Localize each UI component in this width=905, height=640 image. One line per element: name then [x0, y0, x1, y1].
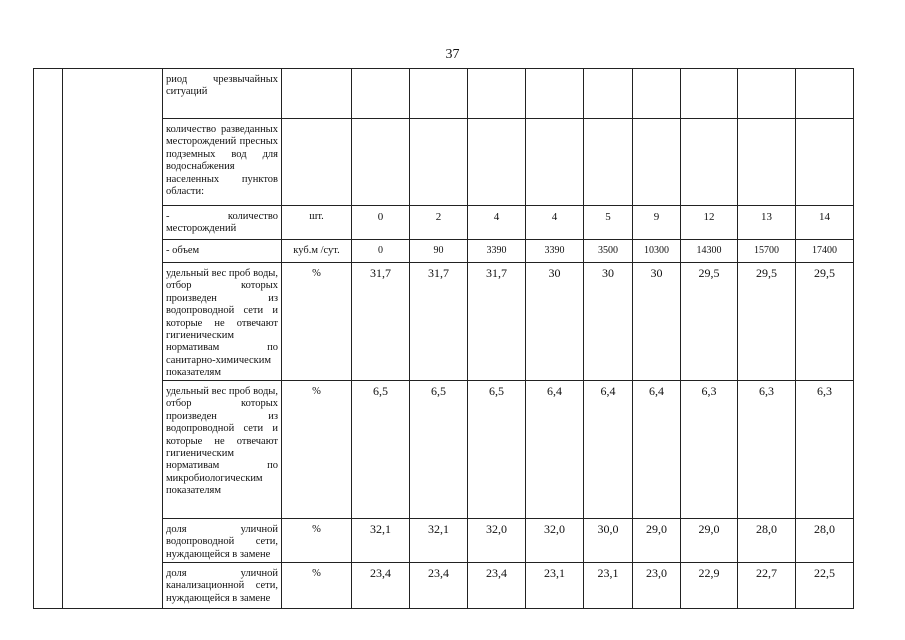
value-cell: 17400 [796, 240, 854, 263]
value-cell: 0 [352, 240, 410, 263]
value-cell: 29,0 [633, 519, 681, 563]
value-cell: 6,3 [738, 381, 796, 519]
value-cell: 30 [526, 263, 584, 381]
value-cell: 4 [526, 206, 584, 240]
value-cell: 5 [584, 206, 633, 240]
table-row [34, 69, 854, 119]
value-cell: 6,3 [796, 381, 854, 519]
value-cell: 3390 [526, 240, 584, 263]
value-cell: 0 [352, 206, 410, 240]
value-cell [526, 119, 584, 206]
indicator-cell: доля уличной водопроводной сети, нуждающейся в замене [163, 519, 282, 563]
value-cell: 10300 [633, 240, 681, 263]
value-cell: 14 [796, 206, 854, 240]
unit-cell [282, 119, 352, 206]
value-cell: 31,7 [410, 263, 468, 381]
indicator-cell: удельный вес проб воды, отбор которых произведен из водопроводной сети и которые не отвечают гигиеническим нормативам по санитарно-химическим показателям [163, 263, 282, 381]
num-column-cell [34, 69, 63, 609]
value-cell: 9 [633, 206, 681, 240]
value-cell: 23,4 [468, 563, 526, 609]
value-cell [410, 69, 468, 119]
table-body [34, 69, 854, 609]
value-cell: 3500 [584, 240, 633, 263]
value-cell [796, 119, 854, 206]
value-cell [468, 69, 526, 119]
value-cell: 32,0 [526, 519, 584, 563]
value-cell: 23,0 [633, 563, 681, 609]
value-cell: 23,4 [410, 563, 468, 609]
indicator-cell: удельный вес проб воды, отбор которых произведен из водопроводной сети и которые не отвечают гигиеническим нормативам по микробиологическим показателям [163, 381, 282, 519]
indicators-table [33, 68, 854, 609]
value-cell [410, 119, 468, 206]
value-cell: 6,4 [584, 381, 633, 519]
value-cell: 3390 [468, 240, 526, 263]
value-cell [633, 119, 681, 206]
value-cell: 30 [584, 263, 633, 381]
value-cell: 31,7 [468, 263, 526, 381]
unit-cell: % [282, 381, 352, 519]
indicator-cell: - количество месторождений [163, 206, 282, 240]
value-cell: 13 [738, 206, 796, 240]
value-cell [738, 69, 796, 119]
unit-cell [282, 69, 352, 119]
value-cell: 22,7 [738, 563, 796, 609]
value-cell: 22,9 [681, 563, 738, 609]
value-cell: 31,7 [352, 263, 410, 381]
value-cell [526, 69, 584, 119]
value-cell: 32,1 [410, 519, 468, 563]
unit-cell: % [282, 519, 352, 563]
value-cell: 15700 [738, 240, 796, 263]
unit-cell: % [282, 263, 352, 381]
indicator-cell: доля уличной канализационной сети, нуждающейся в замене [163, 563, 282, 609]
value-cell: 23,1 [584, 563, 633, 609]
value-cell: 6,4 [633, 381, 681, 519]
indicator-cell: риод чрезвычайных ситуаций [163, 69, 282, 119]
value-cell [352, 69, 410, 119]
value-cell: 6,3 [681, 381, 738, 519]
value-cell: 90 [410, 240, 468, 263]
value-cell: 23,1 [526, 563, 584, 609]
value-cell: 12 [681, 206, 738, 240]
value-cell: 32,0 [468, 519, 526, 563]
section-column-cell [63, 69, 163, 609]
value-cell [584, 119, 633, 206]
value-cell: 22,5 [796, 563, 854, 609]
value-cell: 32,1 [352, 519, 410, 563]
unit-cell: % [282, 563, 352, 609]
value-cell: 6,4 [526, 381, 584, 519]
value-cell: 29,5 [796, 263, 854, 381]
value-cell: 6,5 [352, 381, 410, 519]
value-cell: 28,0 [796, 519, 854, 563]
value-cell: 29,5 [738, 263, 796, 381]
value-cell: 2 [410, 206, 468, 240]
value-cell: 23,4 [352, 563, 410, 609]
value-cell: 6,5 [468, 381, 526, 519]
value-cell [681, 69, 738, 119]
unit-cell: шт. [282, 206, 352, 240]
value-cell [584, 69, 633, 119]
value-cell [738, 119, 796, 206]
value-cell: 30 [633, 263, 681, 381]
value-cell [796, 69, 854, 119]
value-cell: 14300 [681, 240, 738, 263]
unit-cell: куб.м /сут. [282, 240, 352, 263]
indicator-cell: количество разведанных месторождений пресных подземных вод для водоснабжения населенных пунктов области: [163, 119, 282, 206]
value-cell [681, 119, 738, 206]
indicator-cell: - объем [163, 240, 282, 263]
value-cell [633, 69, 681, 119]
value-cell: 28,0 [738, 519, 796, 563]
page-number: 37 [445, 47, 460, 62]
value-cell [352, 119, 410, 206]
value-cell: 29,5 [681, 263, 738, 381]
value-cell [468, 119, 526, 206]
value-cell: 4 [468, 206, 526, 240]
value-cell: 29,0 [681, 519, 738, 563]
value-cell: 30,0 [584, 519, 633, 563]
value-cell: 6,5 [410, 381, 468, 519]
